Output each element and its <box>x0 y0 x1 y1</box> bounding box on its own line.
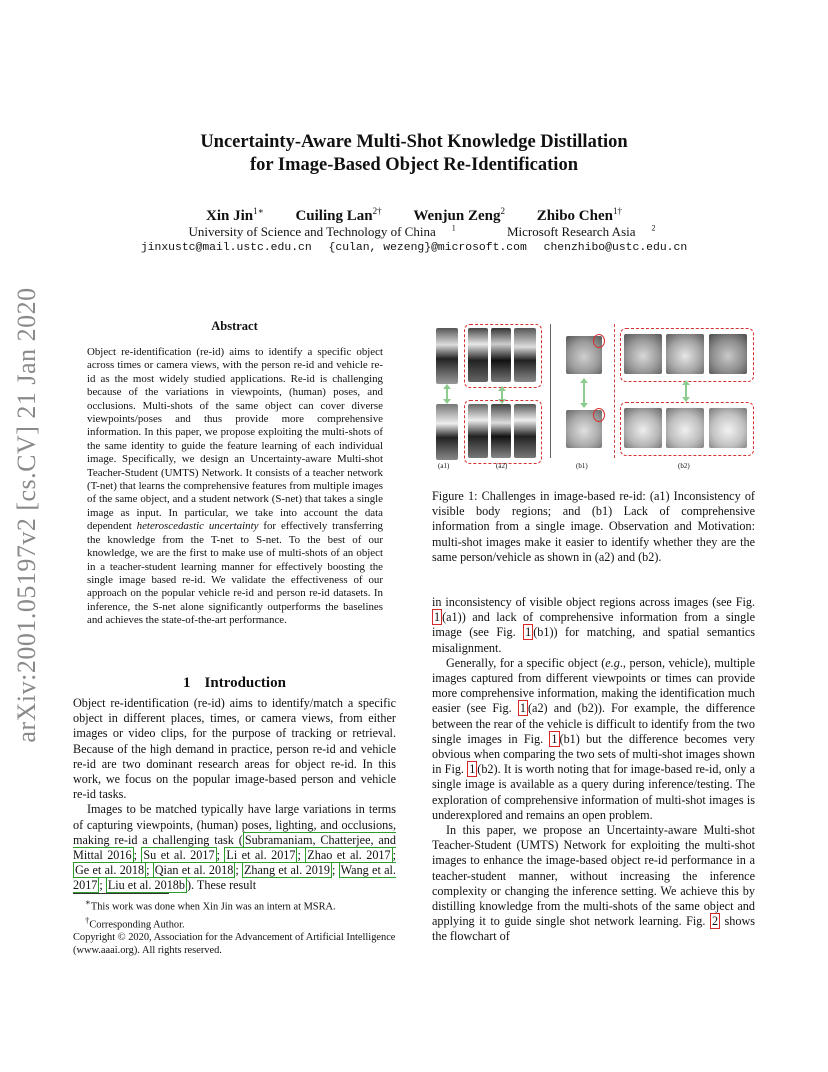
footnote-text: This work was done when Xin Jin was an intern at MSRA. <box>90 901 336 913</box>
citation-link[interactable]: Subramaniam, Chatterjee, and Mittal 2016 <box>73 832 396 863</box>
arxiv-stamp: arXiv:2001.05197v2 [cs.CV] 21 Jan 2020 <box>12 287 41 743</box>
paragraph <box>432 823 755 945</box>
paragraph <box>432 656 755 823</box>
citation-link[interactable]: Ge et al. 2018 <box>75 863 145 878</box>
vehicle-image <box>624 334 662 374</box>
affiliation-name: Microsoft Research Asia <box>506 224 636 240</box>
vehicle-image <box>624 408 662 448</box>
right-column-text <box>432 595 755 945</box>
abstract-heading: Abstract <box>211 319 258 333</box>
figure-ref-link[interactable]: 1 <box>525 625 532 640</box>
abstract-text: Object re-identification (re-id) aims to identify a specific object across times or camera views, with the person re-id and vehicle re-id as the most widely studied applications. Re-id is challenging because of the variations in viewpoints, (human) poses, and occlusions. Multi-shots of the same object can cover diverse viewpoints/poses and thus provide more comprehensive information. In this paper, we propose exploiting the multi-shots of the same identity to guide the feature learning of each individual image. Specifically, we design an Uncertainty-aware Multi-shot Teacher-Student (UMTS) Network. It consists of a teacher network (T-net) that learns the comprehensive features from multiple images of the same object, and a student network (S-net) that takes a single image as input. In particular, we take into account the data dependent <box>87 346 383 533</box>
text: (b2). It is worth noting that for image-based re-id, only a single image is available as a query during inference/testing. The exploration of comprehensive information of multi-shot images is underexplored and remains an open problem. <box>432 762 755 822</box>
divider <box>550 324 551 458</box>
paragraph: Object re-identification (re-id) aims to identify/match a specific object in different places, times, or camera views, from either images or video clips, for the purpose of tracking or retrieval. Because of the high demand in practice, person re-id and vehicle re-id are two dominant research areas for object re-id. In this work, we focus on the popular image-based person and vehicle re-id tasks. <box>73 696 396 802</box>
figure-caption: Figure 1: Challenges in image-based re-id: (a1) Inconsistency of visible body regions; and (b1) Lack of comprehensive information from a single image. Observation and Motivation: multi-shot images make it easier to identify whether they are the same person/vehicle as shown in (a2) and (b2). <box>432 489 755 564</box>
person-image <box>491 404 511 458</box>
citation-link[interactable]: Wang et al. 2017 <box>73 863 396 893</box>
paragraph: Images to be matched typically have large variations in terms of capturing viewpoints, (human) poses, lighting, and occlusions, making re-id a challenging task ( Subramaniam, Chatterjee, and Mittal 2016 ; Su et al. 2017 ; Li et al. 2017 ; Zhao et al. 2017 ; Ge et al. 2018 ; Qian et al. 2018 ; Zhang et al. 2019 ; Wang et al. 2017 ; Liu et al. 2018b ). These result <box>73 802 397 893</box>
email[interactable]: jinxustc@mail.ustc.edu.cn <box>140 242 312 254</box>
figure-ref-link[interactable]: 1 <box>519 701 526 716</box>
author <box>413 206 505 225</box>
paper-title <box>0 131 828 177</box>
affiliations <box>0 224 828 240</box>
affiliation-sup: 1 <box>451 224 456 233</box>
subfigure-label: (a1) <box>438 462 450 470</box>
text: In this paper, we propose an Uncertainty-aware Multi-shot Teacher-Student (UMTS) Network for exploiting the multi-shot images to enhance the image-based object re-id performance in a teacher-student manner, without increasing the inference complexity or changing the inference setting. We achieve this by distilling knowledge from the multi-shots of the same object and applying it to guide single shot network learning. Fig. <box>432 823 755 929</box>
person-image <box>514 328 536 382</box>
affiliation <box>172 224 455 239</box>
copyright: Copyright © 2020, Association for the Advancement of Artificial Intelligence (www.aaai.org). All rights reserved. <box>73 932 396 956</box>
footnote-text: Corresponding Author. <box>89 919 185 931</box>
footnote <box>73 914 396 932</box>
person-image <box>436 404 458 460</box>
citation-link[interactable]: Li et al. 2017 <box>226 848 296 863</box>
author-name: Xin Jin <box>205 208 254 224</box>
compare-arrow <box>583 382 585 404</box>
title-line-1: Uncertainty-Aware Multi-Shot Knowledge Distillation <box>200 132 628 152</box>
intro-text <box>73 696 396 894</box>
author-name: Zhibo Chen <box>536 208 613 224</box>
abstract-emphasis: heteroscedastic uncertainty <box>136 520 259 533</box>
affiliation-name: University of Science and Technology of China <box>188 224 436 240</box>
author <box>295 206 381 225</box>
compare-arrow <box>501 390 503 400</box>
compare-arrow <box>685 384 687 398</box>
section-number: 1 <box>183 675 191 691</box>
text: shows the flowchart of <box>432 914 755 944</box>
compare-arrow <box>446 388 448 400</box>
author-sup: 2† <box>372 206 382 216</box>
email[interactable]: {culan, wezeng}@microsoft.com <box>328 242 527 254</box>
abstract-text: for effectively transferring the knowledge from the T-net to S-net. To the best of our knowledge, we are the first to make use of multi-shots of an object in a teacher-student learning manner for effectively boosting the single image based re-id. We validate the effectiveness of our approach on the popular vehicle re-id and person re-id datasets. In inference, the S-net alone significantly outperforms the baselines and achieves the state-of-the-art performance. <box>87 520 383 627</box>
subfigure-label: (b1) <box>576 462 588 470</box>
affiliation <box>491 224 656 239</box>
vehicle-image <box>666 408 704 448</box>
section-heading <box>73 675 396 692</box>
text: Images to be matched typically have large variations in terms of capturing viewpoints, (human) poses, lighting, and occlusions, making re-id a challenging task ( <box>73 802 396 847</box>
figure-ref-link[interactable]: 1 <box>551 731 558 746</box>
person-image <box>468 328 488 382</box>
citation-link[interactable]: Zhao et al. 2017 <box>307 848 391 863</box>
title-line-2: for Image-Based Object Re-Identification <box>250 155 578 175</box>
author-sup: 2 <box>500 206 505 216</box>
citation-link[interactable]: Qian et al. 2018 <box>154 863 234 878</box>
text: ., person, vehicle), multiple images captured from different viewpoints or times can provide more comprehensive information, making the identification much easier (see Fig. <box>432 655 755 716</box>
text: (a2) and (b2)). For example, the difference between the rear of the vehicle is difficult to identify from the two single images in Fig. <box>432 701 755 746</box>
abstract-body <box>87 346 383 628</box>
highlight-circle <box>593 334 605 348</box>
person-image <box>491 328 511 382</box>
person-image <box>468 404 488 458</box>
vehicle-image <box>709 334 747 374</box>
figure-ref-link[interactable]: 2 <box>711 914 719 929</box>
figure-ref-link[interactable]: 1 <box>469 762 476 777</box>
emails <box>0 242 828 254</box>
author-sup: 1† <box>613 206 622 216</box>
emphasis: e.g <box>605 655 620 670</box>
author-list <box>0 206 828 225</box>
subfigure-label: (a2) <box>496 462 508 470</box>
text: (a1)) and lack of comprehensive information from a single image (see Fig. <box>432 610 755 640</box>
citation-link[interactable]: Liu et al. 2018b <box>107 878 185 893</box>
divider <box>614 324 615 458</box>
email[interactable]: chenzhibo@ustc.edu.cn <box>543 242 688 254</box>
section-title: Introduction <box>204 675 286 691</box>
highlight-circle <box>593 408 605 422</box>
affiliation-sup: 2 <box>651 224 656 233</box>
vehicle-image <box>709 408 747 448</box>
author-name: Wenjun Zeng <box>413 208 501 224</box>
text: ). These result <box>186 878 257 893</box>
footnote-mark: ∗ <box>85 897 91 907</box>
text: (b1) but the difference becomes very obvious when comparing the two sets of multi-shot images shown in Fig. <box>432 731 755 777</box>
citation-link[interactable]: Zhang et al. 2019 <box>243 863 330 878</box>
footnote-mark: † <box>85 915 90 926</box>
footnotes <box>73 896 396 957</box>
footnote <box>73 896 396 914</box>
person-image <box>436 328 458 384</box>
author-sup: 1∗ <box>253 206 264 216</box>
citation-link[interactable]: Su et al. 2017 <box>143 848 215 863</box>
person-image <box>514 404 536 458</box>
text: Generally, for a specific object ( <box>446 655 606 670</box>
footnote-rule <box>73 893 169 894</box>
text: (b1)) for matching, and spatial semantics misalignment. <box>432 625 755 655</box>
text: in inconsistency of visible object regions across images (see Fig. <box>432 595 755 609</box>
author-name: Cuiling Lan <box>295 208 373 224</box>
author <box>206 206 264 225</box>
paragraph <box>432 595 755 656</box>
figure-ref-link[interactable]: 1 <box>434 610 441 625</box>
figure-1 <box>432 320 757 475</box>
subfigure-label: (b2) <box>678 462 690 470</box>
author <box>537 206 622 225</box>
vehicle-image <box>666 334 704 374</box>
